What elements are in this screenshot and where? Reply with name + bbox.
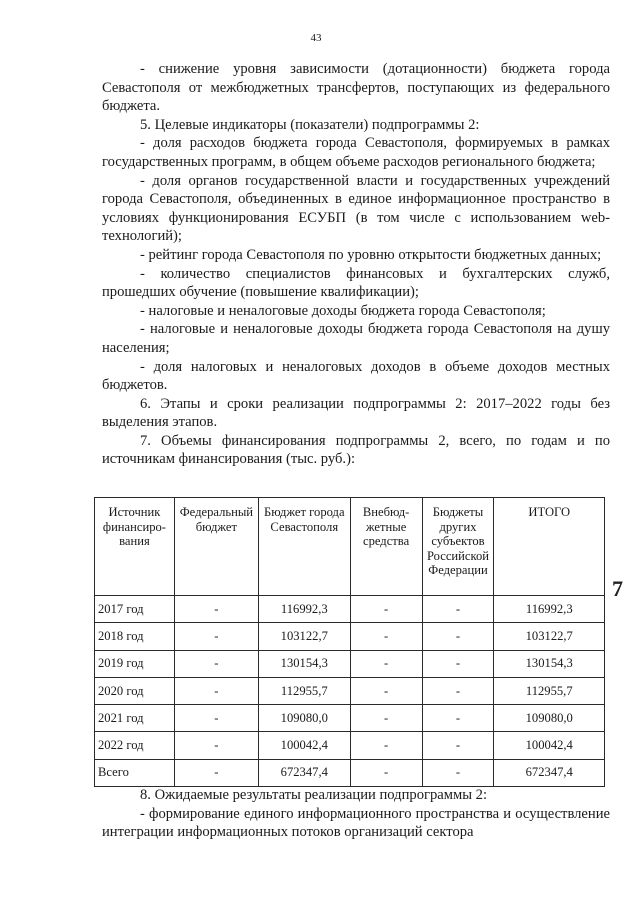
- table-row: [95, 705, 605, 732]
- table-cell: -: [350, 732, 422, 759]
- table-row: [95, 596, 605, 623]
- table-row: [95, 759, 605, 786]
- table-row: [95, 650, 605, 677]
- row-label-cell: Всего: [95, 759, 175, 786]
- table-cell: -: [422, 623, 494, 650]
- table-cell: 130154,3: [494, 650, 605, 677]
- table-row: [95, 623, 605, 650]
- table-cell: 130154,3: [258, 650, 350, 677]
- table-cell: 116992,3: [258, 596, 350, 623]
- table-cell: -: [350, 677, 422, 704]
- paragraph: - доля органов государственной власти и государственных учреждений города Севастополя, объединенных в единое информационное пространство в условиях функционирования ЕСУБП (в том числе с использованием web-технологий);: [102, 172, 610, 245]
- row-label-cell: 2018 год: [95, 623, 175, 650]
- table-cell: -: [350, 623, 422, 650]
- table-cell: -: [350, 596, 422, 623]
- table-cell: 103122,7: [494, 623, 605, 650]
- body-text-top: [102, 60, 610, 469]
- table-cell: -: [350, 705, 422, 732]
- table-cell: -: [350, 759, 422, 786]
- table-cell: -: [174, 623, 258, 650]
- table-cell: -: [174, 596, 258, 623]
- section-heading-6: 6. Этапы и сроки реализации подпрограммы 2: 2017–2022 годы без выделения этапов.: [102, 395, 610, 431]
- paragraph: - формирование единого информационного пространства и осуществление интеграции информационных потоков организаций сектора: [102, 805, 610, 841]
- table-cell: 100042,4: [258, 732, 350, 759]
- row-label-cell: 2021 год: [95, 705, 175, 732]
- paragraph: - доля расходов бюджета города Севастополя, формируемых в рамках государственных программ, в общем объеме расходов регионального бюджета;: [102, 135, 610, 170]
- table-cell: -: [422, 677, 494, 704]
- header-other-subjects: Бюджеты других субъектов Российской Федерации: [422, 498, 494, 596]
- page-number: 43: [310, 32, 322, 44]
- table-cell: 109080,0: [494, 705, 605, 732]
- table-cell: 112955,7: [258, 677, 350, 704]
- header-city-budget: Бюджет города Севастополя: [258, 498, 350, 596]
- paragraph: - доля налоговых и неналоговых доходов в объеме доходов местных бюджетов.: [102, 358, 610, 394]
- row-label-cell: 2022 год: [95, 732, 175, 759]
- header-federal-budget: Федеральный бюджет: [174, 498, 258, 596]
- paragraph: - налоговые и неналоговые доходы бюджета города Севастополя на душу населения;: [102, 321, 610, 356]
- table-cell: -: [422, 596, 494, 623]
- table-cell: 100042,4: [494, 732, 605, 759]
- table-cell: -: [422, 732, 494, 759]
- row-label-cell: 2019 год: [95, 650, 175, 677]
- table-cell: -: [422, 759, 494, 786]
- paragraph: - снижение уровня зависимости (дотационности) бюджета города Севастополя от межбюджетных трансфертов, поступающих из федерального бюджета.: [102, 61, 610, 115]
- table-cell: 109080,0: [258, 705, 350, 732]
- paragraph: - налоговые и неналоговые доходы бюджета города Севастополя;: [140, 302, 546, 319]
- table-cell: 672347,4: [258, 759, 350, 786]
- row-label-cell: 2020 год: [95, 677, 175, 704]
- table-body: [95, 596, 605, 787]
- table-cell: 116992,3: [494, 596, 605, 623]
- header-source: Источник финансиро-вания: [95, 498, 175, 596]
- table-row: [95, 732, 605, 759]
- section-heading-7: 7. Объемы финансирования подпрограммы 2, всего, по годам и по источникам финансирования (тыс. руб.):: [102, 432, 610, 468]
- table-cell: -: [174, 677, 258, 704]
- paragraph: - количество специалистов финансовых и бухгалтерских служб, прошедших обучение (повышение квалификации);: [102, 265, 610, 301]
- table-header-row: [95, 498, 605, 596]
- table-cell: -: [422, 650, 494, 677]
- table-cell: 112955,7: [494, 677, 605, 704]
- table-cell: -: [174, 759, 258, 786]
- handwritten-margin-mark: 7: [612, 576, 623, 601]
- table-cell: 672347,4: [494, 759, 605, 786]
- table-cell: -: [350, 650, 422, 677]
- table-cell: -: [174, 732, 258, 759]
- table-cell: -: [422, 705, 494, 732]
- table-row: [95, 677, 605, 704]
- header-extrabudgetary: Внебюд-жетные средства: [350, 498, 422, 596]
- paragraph: - рейтинг города Севастополя по уровню открытости бюджетных данных;: [140, 246, 602, 263]
- section-heading-8: 8. Ожидаемые результаты реализации подпрограммы 2:: [140, 787, 488, 803]
- table-cell: -: [174, 650, 258, 677]
- row-label-cell: 2017 год: [95, 596, 175, 623]
- table-cell: -: [174, 705, 258, 732]
- section-heading-5: 5. Целевые индикаторы (показатели) подпрограммы 2:: [140, 116, 480, 133]
- body-text-bottom: [102, 786, 610, 842]
- header-total: ИТОГО: [494, 498, 605, 596]
- financing-table: [94, 497, 605, 787]
- table-cell: 103122,7: [258, 623, 350, 650]
